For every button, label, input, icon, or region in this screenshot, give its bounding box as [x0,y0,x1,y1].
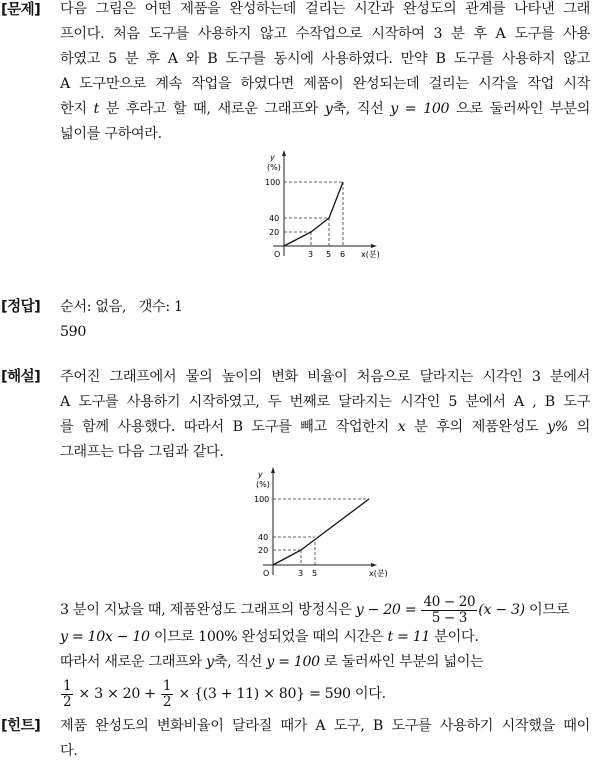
equation-line: 따라서 새로운 그래프와 y축, 직선 y = 100 로 둘러싸인 부분의 넓이는 [60,654,484,670]
problem-line: 프이다. 처음 도구를 사용하지 않고 수작업으로 시작하여 3 분 후 A 도구를 사용 [60,26,590,42]
answer-value: 590 [60,324,87,340]
explanation-line: 그래프는 다음 그림과 같다. [60,444,224,460]
y-tick-label: 40 [269,214,280,223]
explanation-line: 를 함께 사용했다. 따라서 B 도구를 빼고 작업한지 x 분 후의 제품완성도 y% 의 [60,419,590,435]
equation-line: $\frac{1}{2}$ × 3 × 20 + $\frac{1}{2}$ × {(3 + 11) × 80} = 590 이다. [63,678,386,710]
y-axis-arrow [271,467,275,473]
problem-graph [255,148,395,263]
y-unit-label: (%) [256,480,270,489]
y-tick-label: 100 [254,495,270,504]
x-tick-label: 5 [326,250,332,259]
problem-text [60,0,590,147]
y-axis-label: y [270,153,275,162]
y-axis-arrow [282,150,286,156]
equation-line: 3 분이 지났을 때, 제품완성도 그래프의 방정식은 y − 20 = $\frac{40 - 20}{5 - 3}$ (x − 3) 이므로 [60,594,570,626]
problem-line: 다음 그림은 어떤 제품을 완성하는데 걸리는 시간과 완성도의 관계를 나타낸 그래 [60,1,590,17]
y-tick-label: 20 [258,546,269,555]
x-tick-label: 3 [298,569,304,578]
explanation-line: 주어진 그래프에서 물의 높이의 변화 비율이 처음으로 달라지는 시각인 3 분에서 [60,369,590,385]
x-axis-arrow [371,563,377,567]
explanation-line: A 도구를 사용하기 시작하였고, 두 번째로 달라지는 시각인 5 분에서 A , B 도구 [60,394,590,410]
x-tick-label: 3 [308,250,314,259]
x-tick-label: 5 [312,569,318,578]
hint-line: 다. [60,743,78,759]
explanation-tag: [해설] [1,369,41,385]
y-tick-label: 20 [269,228,280,237]
origin-label: O [263,569,270,578]
half-fraction: $\frac{1}{2}$ [162,678,172,710]
x-tick-label: 6 [340,250,346,259]
x-axis-arrow [371,244,377,248]
origin-label: O [274,250,281,259]
answer-tag: [정답] [1,299,41,315]
answer-line: 순서: 없음, 갯수: 1 [60,299,183,315]
solution-graph [245,465,405,581]
completion-line [284,182,343,246]
y-tick-label: 100 [265,178,281,187]
slope-fraction: $\frac{40 - 20}{5 - 3}$ [423,594,476,626]
completion-line [273,499,369,565]
problem-line: 넓이를 구하여라. [60,126,162,142]
problem-tag: [문제] [1,2,41,18]
problem-line: 한지 t 분 후라고 할 때, 새로운 그래프와 y축, 직선 y = 100 으로 둘러싸인 부분의 [60,101,590,117]
problem-line: A 도구만으로 계속 작업을 하였다면 제품이 완성되는데 걸리는 시각을 작업 시작 [60,76,590,92]
explanation-equations [60,595,590,713]
equation-line: y = 10x − 10 이므로 100% 완성되었을 때의 시간은 t = 11 분이다. [60,629,479,645]
y-tick-label: 40 [258,533,269,542]
hint-tag: [힌트] [1,718,41,734]
y-unit-label: (%) [267,163,281,172]
hint-line: 제품 완성도의 변화비율이 달라질 때가 A 도구, B 도구를 사용하기 시작했을 때이 [60,718,590,734]
half-fraction: $\frac{1}{2}$ [63,678,72,710]
problem-line: 하였고 5 분 후 A 와 B 도구를 동시에 사용하였다. 만약 B 도구를 사용하지 않고 [60,51,590,67]
x-axis-label: x(분) [369,569,388,578]
x-axis-label: x(분) [361,250,380,259]
y-axis-label: y [258,470,263,479]
